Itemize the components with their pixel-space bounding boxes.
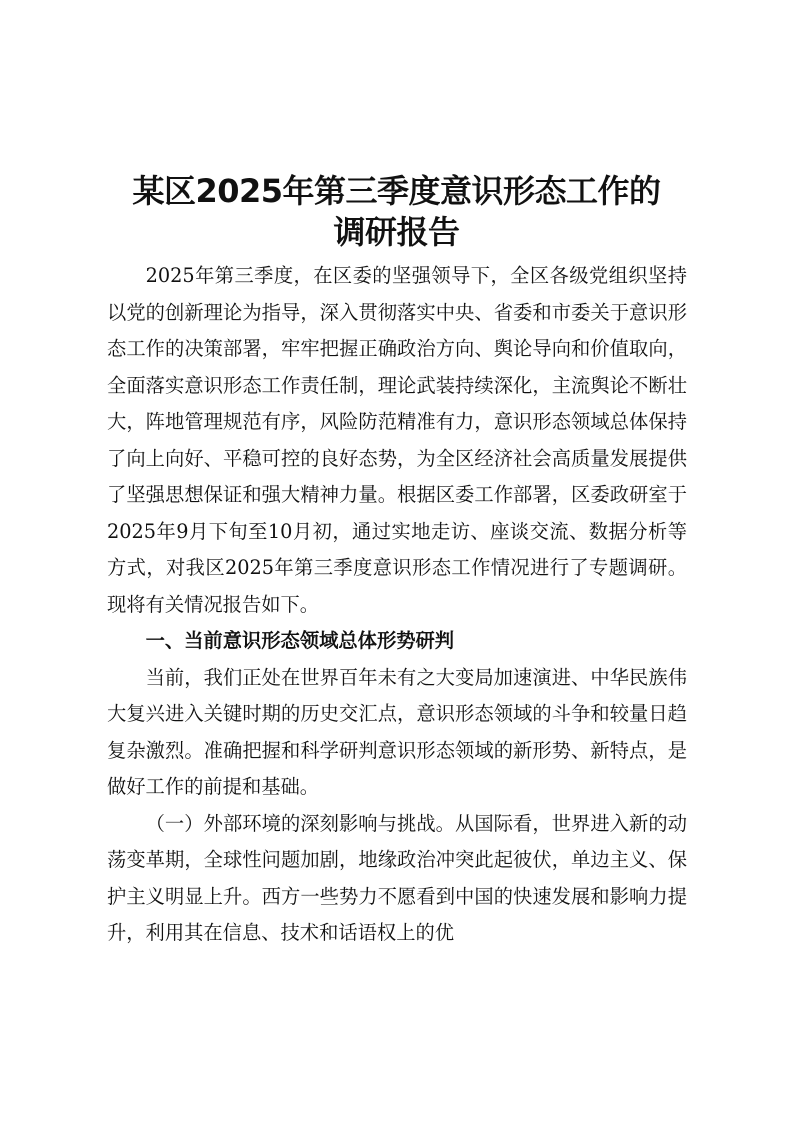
situation-paragraph: 当前，我们正处在世界百年未有之大变局加速演进、中华民族伟大复兴进入关键时期的历史交汇点，意识形态领域的斗争和较量日趋复杂激烈。准确把握和科学研判意识形态领域的新形势、新特点，是做好工作的前提和基础。 bbox=[107, 665, 687, 798]
title-line-2: 调研报告 bbox=[333, 213, 460, 252]
document-title bbox=[0, 171, 793, 253]
intro-paragraph: 2025年第三季度，在区委的坚强领导下，全区各级党组织坚持以党的创新理论为指导，深入贯彻落实中央、省委和市委关于意识形态工作的决策部署，牢牢把握正确政治方向、舆论导向和价值取向，全面落实意识形态工作责任制，理论武装持续深化，主流舆论不断壮大，阵地管理规范有序，风险防范精准有力，意识形态领域总体保持了向上向好、平稳可控的良好态势，为全区经济社会高质量发展提供了坚强思想保证和强大精神力量。根据区委工作部署，区委政研室于2025年9月下旬至10月初，通过实地走访、座谈交流、数据分析等方式，对我区2025年第三季度意识形态工作情况进行了专题调研。现将有关情况报告如下。 bbox=[107, 264, 687, 616]
document-body bbox=[107, 258, 687, 952]
external-environment-paragraph: （一）外部环境的深刻影响与挑战。从国际看，世界进入新的动荡变革期，全球性问题加剧，地缘政治冲突此起彼伏，单边主义、保护主义明显上升。西方一些势力不愿看到中国的快速发展和影响力提升，利用其在信息、技术和话语权上的优 bbox=[107, 811, 687, 944]
title-line-1: 某区2025年第三季度意识形态工作的 bbox=[132, 172, 661, 211]
section-heading-1: 一、当前意识形态领域总体形势研判 bbox=[145, 629, 455, 652]
